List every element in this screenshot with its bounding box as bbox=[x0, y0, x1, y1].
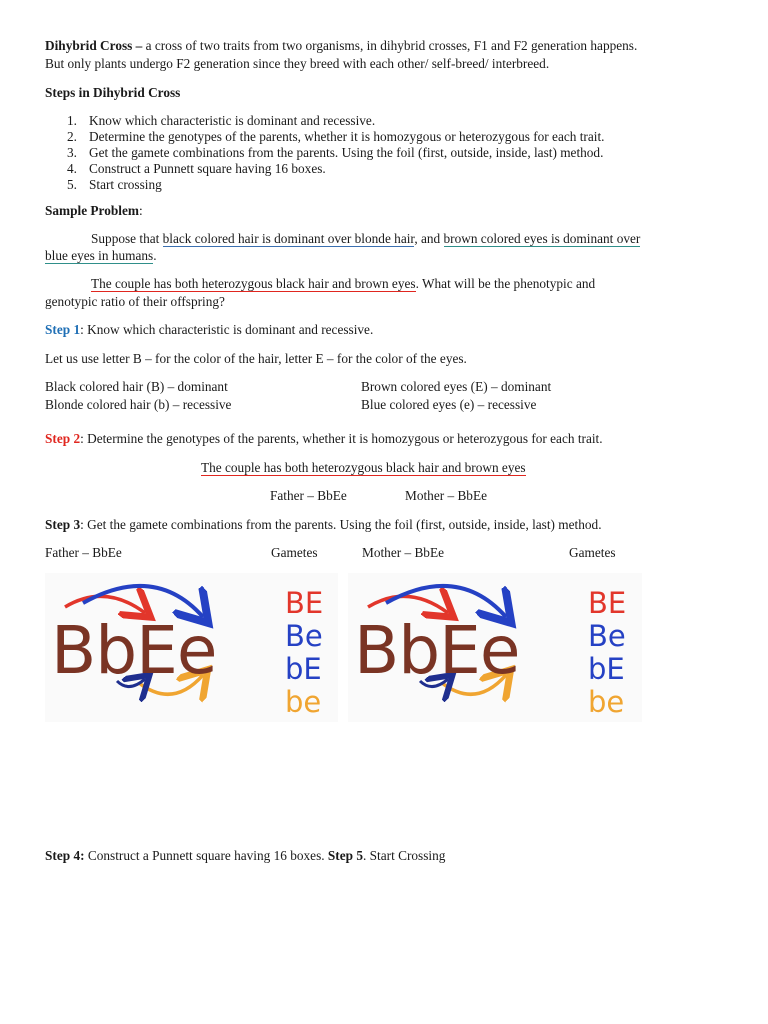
step-item bbox=[45, 145, 604, 161]
sample-heading-colon: : bbox=[138, 203, 143, 218]
step2-couple bbox=[201, 460, 526, 476]
sample-p1-underline-1: black colored hair is dominant over blonde hair bbox=[162, 231, 415, 246]
step-item bbox=[45, 177, 604, 193]
steps-heading: Steps in Dihybrid Cross bbox=[45, 85, 181, 100]
step2-mother: Mother – BbEe bbox=[405, 488, 487, 503]
step1-letters: Let us use letter B – for the color of the hair, letter E – for the color of the eyes. bbox=[45, 351, 467, 366]
step-text: Know which characteristic is dominant and recessive. bbox=[89, 113, 376, 128]
sample-paragraph-1-line-2 bbox=[45, 248, 157, 264]
step-text: Construct a Punnett square having 16 boxes. bbox=[89, 161, 326, 176]
step3-line bbox=[45, 517, 602, 533]
step-item bbox=[45, 161, 604, 177]
steps-list bbox=[45, 113, 604, 193]
first-arrow bbox=[65, 596, 145, 613]
step4-label: Step 4: bbox=[45, 848, 85, 863]
step-number: 5. bbox=[67, 177, 77, 192]
gamete-be-2: Be bbox=[588, 619, 626, 653]
sample-p1-end: . bbox=[153, 248, 157, 263]
eye-dominant: Brown colored eyes (E) – dominant bbox=[361, 379, 552, 394]
intro-term: Dihybrid Cross – bbox=[45, 38, 143, 53]
step2-couple-text: The couple has both heterozygous black hair and brown eyes bbox=[201, 460, 526, 475]
step1-text: : Know which characteristic is dominant and recessive. bbox=[80, 322, 374, 337]
step4-text: Construct a Punnett square having 16 boxes. bbox=[84, 848, 328, 863]
father-gametes-label: Gametes bbox=[271, 545, 318, 560]
intro-line-2: But only plants undergo F2 generation since they breed with each other/ self-breed/ interbreed. bbox=[45, 56, 550, 71]
gamete-be-1: BE bbox=[285, 586, 324, 620]
gamete-be-4: be bbox=[588, 685, 625, 719]
genotype-text: BbEe bbox=[51, 612, 217, 689]
step-item bbox=[45, 113, 604, 129]
step2-text: : Determine the genotypes of the parents, whether it is homozygous or heterozygous for each trait. bbox=[80, 431, 603, 446]
sample-p1-mid: , and bbox=[414, 231, 444, 246]
sample-paragraph-2-line-1 bbox=[91, 276, 595, 292]
hair-dominant: Black colored hair (B) – dominant bbox=[45, 379, 228, 394]
eye-recessive: Blue colored eyes (e) – recessive bbox=[361, 397, 537, 412]
mother-genotype-label: Mother – BbEe bbox=[362, 545, 444, 560]
sample-p2-rest: . What will be the phenotypic and bbox=[415, 276, 596, 291]
sample-p1-underline-3: blue eyes in humans bbox=[45, 248, 154, 263]
step2-label: Step 2 bbox=[45, 431, 81, 446]
step-item bbox=[45, 129, 604, 145]
sample-p1-start: Suppose that bbox=[91, 231, 163, 246]
step4-line bbox=[45, 848, 445, 864]
sample-paragraph-2-line-2: genotypic ratio of their offspring? bbox=[45, 294, 225, 309]
first-arrow bbox=[368, 596, 448, 613]
gamete-be-3: bE bbox=[285, 652, 322, 686]
genotype-text: BbEe bbox=[354, 612, 520, 689]
father-foil-image bbox=[45, 573, 338, 722]
step2-father: Father – BbEe bbox=[270, 488, 347, 503]
gamete-be-1: BE bbox=[588, 586, 627, 620]
step1-line bbox=[45, 322, 373, 338]
sample-paragraph-1-line-1 bbox=[91, 231, 640, 247]
sample-heading-line bbox=[45, 203, 143, 219]
step-number: 2. bbox=[67, 129, 77, 144]
step-number: 4. bbox=[67, 161, 77, 176]
sample-p2-underline: The couple has both heterozygous black hair and brown eyes bbox=[91, 276, 416, 291]
sample-heading: Sample Problem bbox=[45, 203, 139, 218]
gamete-be-3: bE bbox=[588, 652, 625, 686]
step3-text: : Get the gamete combinations from the parents. Using the foil (first, outside, inside, last) method. bbox=[80, 517, 602, 532]
step2-line bbox=[45, 431, 603, 447]
mother-gametes-label: Gametes bbox=[569, 545, 616, 560]
gamete-be-4: be bbox=[285, 685, 322, 719]
step1-label: Step 1 bbox=[45, 322, 81, 337]
step3-label: Step 3 bbox=[45, 517, 81, 532]
father-genotype-label: Father – BbEe bbox=[45, 545, 122, 560]
step5-label: Step 5 bbox=[327, 848, 363, 863]
hair-recessive: Blonde colored hair (b) – recessive bbox=[45, 397, 232, 412]
step-text: Start crossing bbox=[89, 177, 162, 192]
step-number: 3. bbox=[67, 145, 77, 160]
gamete-be-2: Be bbox=[285, 619, 323, 653]
intro-line-1 bbox=[45, 38, 637, 54]
intro-text-1: a cross of two traits from two organisms, in dihybrid crosses, F1 and F2 generation happens. bbox=[142, 38, 638, 53]
mother-foil-image bbox=[348, 573, 642, 722]
step-number: 1. bbox=[67, 113, 77, 128]
sample-p1-underline-2: brown colored eyes is dominant over bbox=[443, 231, 641, 246]
step5-text: . Start Crossing bbox=[363, 848, 446, 863]
step-text: Determine the genotypes of the parents, whether it is homozygous or heterozygous for each trait. bbox=[89, 129, 605, 144]
step-text: Get the gamete combinations from the parents. Using the foil (first, outside, inside, last) method. bbox=[89, 145, 604, 160]
